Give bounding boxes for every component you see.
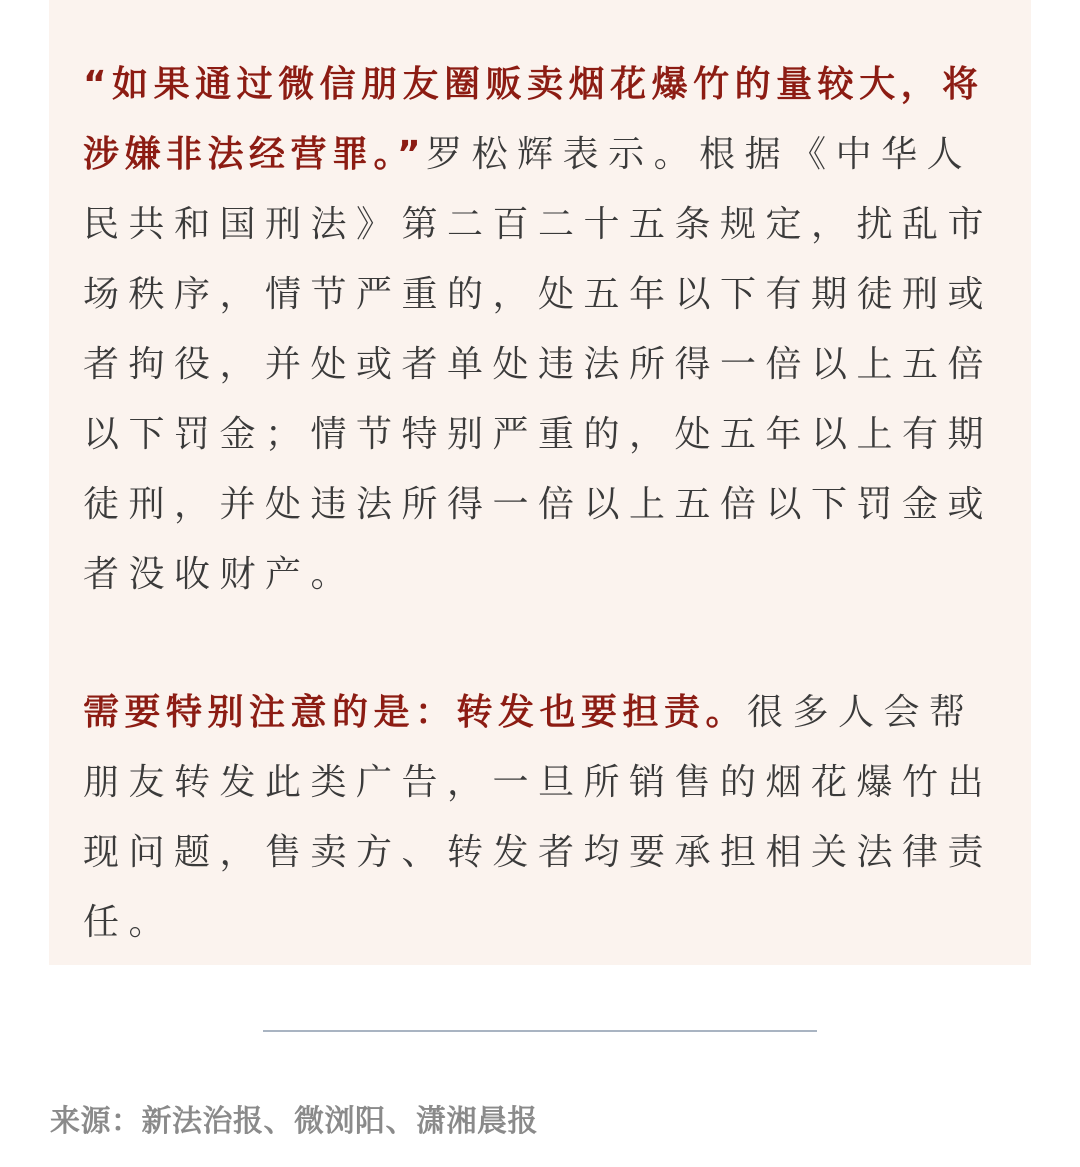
source-credit: 来源：新法治报、微浏阳、潇湘晨报 [50,1104,538,1139]
paragraph-forwarding-liability [83,678,1003,958]
paragraph-criminal-law [83,50,1003,610]
section-divider [263,1030,817,1032]
paragraph-body: 很多人会帮朋友转发此类广告，一旦所销售的烟花爆竹出现问题，售卖方、转发者均要承担相关法律责任。 [83,692,994,943]
paragraph-highlight: 需要特别注意的是：转发也要担责。 [83,692,748,733]
paragraph-highlight: “如果通过微信朋友圈贩卖烟花爆竹的量较大，将涉嫌非法经营罪。” [83,64,984,175]
paragraph-body: 罗松辉表示。根据《中华人民共和国刑法》第二百二十五条规定，扰乱市场秩序，情节严重的，处五年以下有期徒刑或者拘役，并处或者单处违法所得一倍以上五倍以下罚金；情节特别严重的，处五年以上有期徒刑，并处违法所得一倍以上五倍以下罚金或者没收财产。 [83,134,994,595]
